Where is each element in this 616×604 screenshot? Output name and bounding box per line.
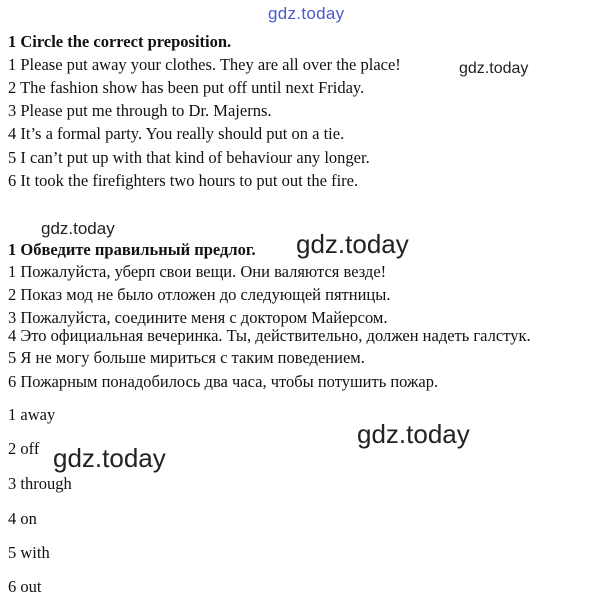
english-sentence-6: 6 It took the firefighters two hours to put out the fire. [8,171,359,190]
watermark-above-russian: gdz.today [41,219,115,238]
answer-3: 3 through [8,474,72,493]
watermark-mid-right: gdz.today [357,419,470,449]
answer-2: 2 off [8,439,40,458]
russian-sentence-2: 2 Показ мод не было отложен до следующей пятницы. [8,285,391,304]
answer-1: 1 away [8,405,56,424]
english-heading: 1 Circle the correct preposition. [8,32,232,51]
russian-sentence-1: 1 Пожалуйста, уберп свои вещи. Они валяются везде! [8,262,387,281]
watermark-inline: gdz.today [459,60,529,77]
answer-6: 6 out [8,577,42,596]
watermark-top: gdz.today [268,4,345,23]
answer-5: 5 with [8,543,50,562]
watermark-after-russian-heading: gdz.today [296,229,409,259]
english-sentence-4: 4 It’s a formal party. You really should put on a tie. [8,124,345,143]
english-sentence-5: 5 I can’t put up with that kind of behaviour any longer. [8,148,370,167]
russian-heading: 1 Обведите правильный предлог. [8,240,256,259]
russian-sentence-5: 5 Я не могу больше мириться с таким поведением. [8,348,365,367]
english-sentence-3: 3 Please put me through to Dr. Majerns. [8,101,272,120]
watermark-mid-left: gdz.today [53,443,166,473]
russian-sentence-6: 6 Пожарным понадобилось два часа, чтобы потушить пожар. [8,372,439,391]
english-sentence-2: 2 The fashion show has been put off until next Friday. [8,78,365,97]
english-sentence-1: 1 Please put away your clothes. They are all over the place! [8,55,401,74]
russian-sentence-3: 3 Пожалуйста, соедините меня с доктором Майерсом. [8,308,388,327]
answer-4: 4 on [8,509,37,528]
russian-sentence-4: 4 Это официальная вечеринка. Ты, действительно, должен надеть галстук. [8,326,531,345]
